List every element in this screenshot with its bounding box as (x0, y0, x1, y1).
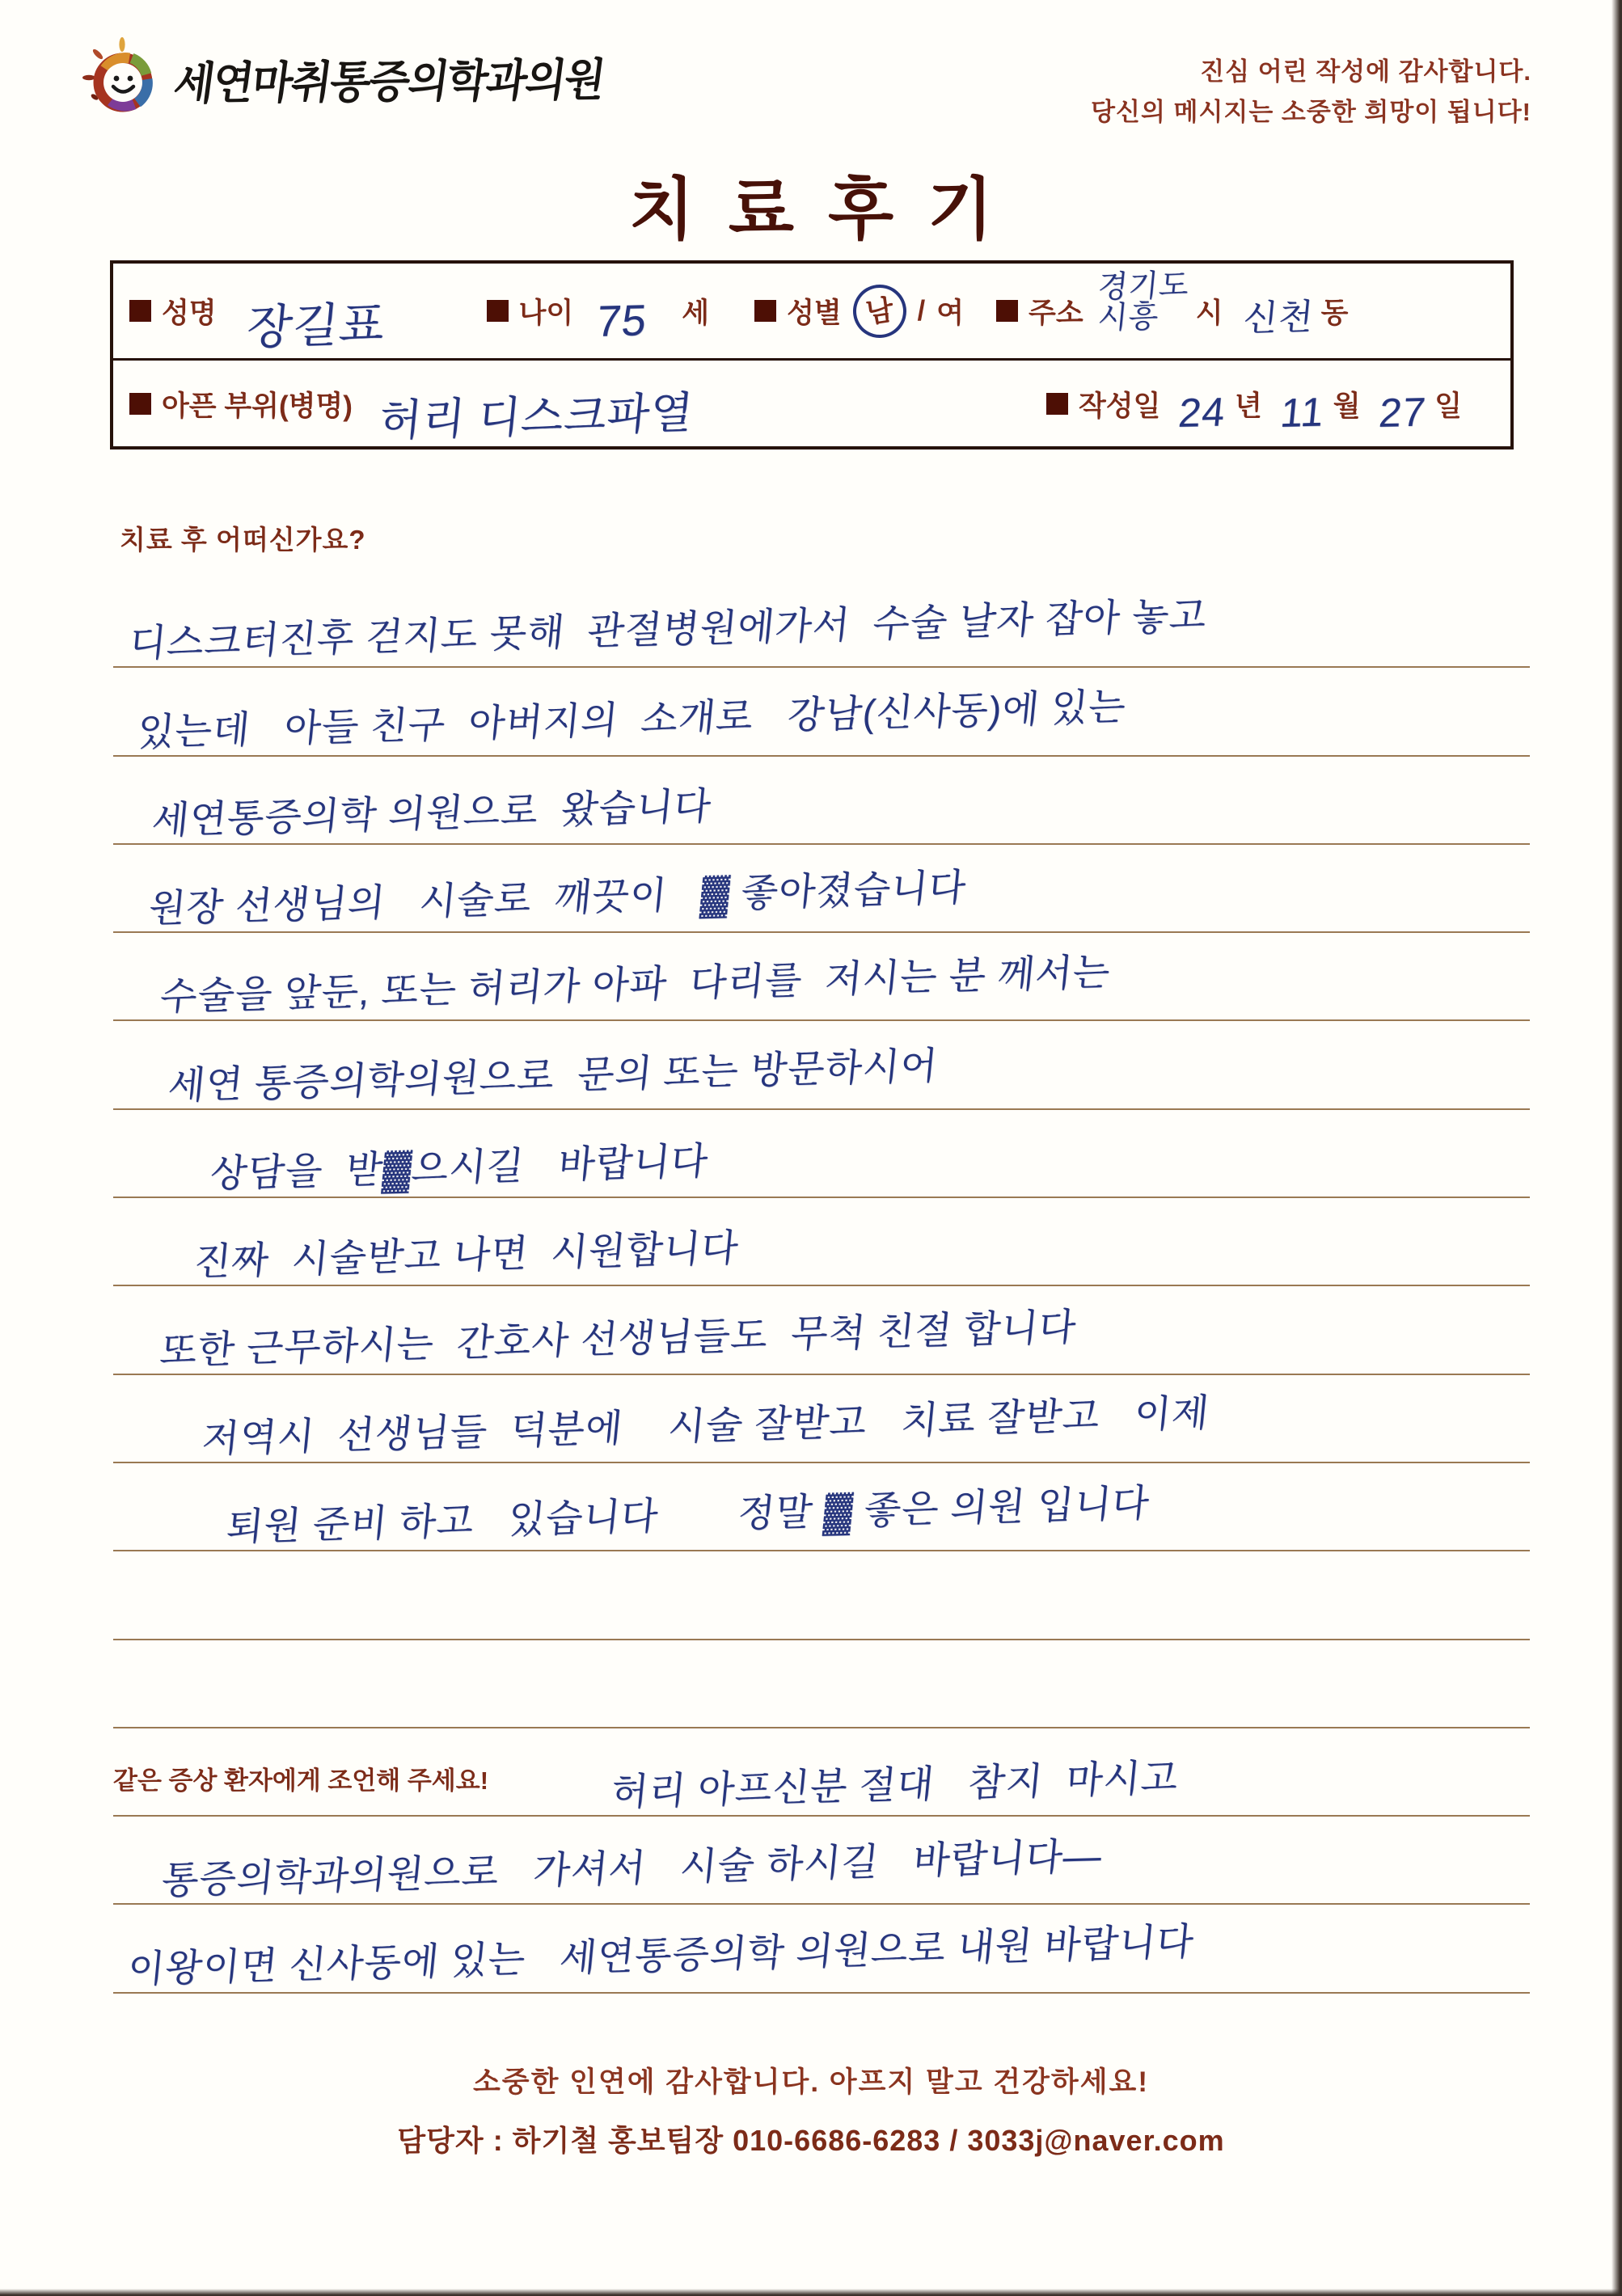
advice-ruled-lines (113, 1817, 1530, 1994)
ruled-line (113, 668, 1530, 756)
square-bullet-icon (996, 300, 1018, 322)
date-day-handwritten: 27 (1376, 388, 1428, 436)
square-bullet-icon (129, 300, 151, 322)
gender-options (853, 285, 964, 338)
address-dong-handwritten: 신천 (1240, 297, 1316, 339)
gender-female: 여 (936, 297, 965, 329)
handwritten-line: 디스크터진후 걷지도 못해 관절병원에가서 수술 날자 잡아 놓고 (127, 593, 1210, 665)
advice-section (113, 1728, 1530, 1994)
ruled-line (113, 1198, 1530, 1286)
address-city-handwritten: 시흥 (1096, 299, 1160, 336)
ruled-line (113, 1375, 1530, 1463)
gender-label: 성별 (754, 291, 842, 331)
footer-contact: 담당자 : 하기철 홍보팀장 010-6686-6283 / 3033j@naver.com (397, 2124, 1225, 2157)
ruled-line (113, 1640, 1530, 1728)
age-unit: 세 (682, 297, 710, 329)
square-bullet-icon (754, 300, 776, 322)
handwritten-line: 저역시 선생님들 덕분에 시술 잘받고 치료 잘받고 이제 (200, 1391, 1212, 1460)
age-label: 나이 (487, 291, 574, 331)
handwritten-line: 원장 선생님의 시술로 깨끗이 ▓ 좋아졌습니다 (146, 865, 969, 931)
square-bullet-icon (129, 393, 151, 415)
ruled-line (113, 933, 1530, 1021)
age-value-handwritten: 75 (594, 295, 650, 346)
date-label: 작성일 (1046, 384, 1160, 424)
thanks-line-1: 진심 어린 작성에 감사합니다. (1200, 57, 1531, 86)
square-bullet-icon (1046, 393, 1068, 415)
ruled-line (113, 1110, 1530, 1198)
date-month-handwritten: 11 (1278, 388, 1327, 436)
handwritten-line: 또한 근무하시는 간호사 선생님들도 무척 친절 합니다 (158, 1304, 1079, 1372)
review-question-label: 치료 후 어떠신가요? (120, 525, 366, 555)
ruled-line (113, 845, 1530, 933)
ruled-line (113, 1021, 1530, 1109)
info-row-2 (113, 361, 1510, 447)
thanks-message (1091, 52, 1531, 132)
ruled-line (113, 1463, 1530, 1551)
date-written-group (1046, 372, 1494, 437)
address-province-handwritten: 경기도 (1096, 268, 1191, 305)
year-suffix: 년 (1235, 390, 1262, 422)
gender-separator: / (917, 294, 926, 327)
day-suffix: 일 (1434, 390, 1462, 422)
clinic-logo-sun-smiley-icon (81, 37, 162, 122)
date-year-handwritten: 24 (1176, 388, 1228, 436)
ruled-line (113, 1551, 1530, 1640)
handwritten-line: 세연 통증의학의원으로 문의 또는 방문하시어 (166, 1043, 940, 1107)
condition-label: 아픈 부위(병명) (129, 384, 353, 424)
ruled-line (113, 1286, 1530, 1374)
ruled-line (113, 580, 1530, 668)
handwritten-line: 이왕이면 신사동에 있는 세연통증의학 의원으로 내원 바랍니다 (125, 1918, 1197, 1990)
scan-edge-bottom (0, 2289, 1622, 2296)
footer-message: 소중한 인연에 감사합니다. 아프지 말고 건강하세요! (472, 2066, 1149, 2098)
clinic-name: 세연마취통증의학과의원 (171, 55, 607, 110)
handwritten-line: 퇴원 준비 하고 있습니다 정말 ▓ 좋은 의원 입니다 (224, 1481, 1152, 1549)
name-value-handwritten: 장길표 (244, 297, 388, 354)
handwritten-line: 세연통증의학 의원으로 왔습니다 (150, 783, 714, 842)
handwritten-line: 진짜 시술받고 나면 시원합니다 (192, 1226, 741, 1284)
advice-question-label: 같은 증상 환자에게 조언해 주세요! (113, 1766, 489, 1795)
ruled-line (113, 1817, 1530, 1905)
page-title: 치료후기 (628, 171, 1028, 247)
clinic-logo (81, 37, 607, 122)
gender-male-circled: 남 (849, 281, 909, 341)
ruled-line (113, 757, 1530, 845)
info-row-1 (113, 264, 1510, 361)
handwritten-line: 있는데 아들 친구 아버지의 소개로 강남(신사동)에 있는 (135, 684, 1129, 753)
ruled-line (113, 1905, 1530, 1993)
address-label: 주소 (996, 291, 1083, 331)
review-ruled-lines (113, 580, 1530, 1728)
address-city-suffix: 시 (1195, 297, 1223, 329)
patient-info-table (110, 260, 1514, 449)
month-suffix: 월 (1333, 390, 1361, 422)
handwritten-line: 상담을 받▓으시길 바랍니다 (208, 1138, 711, 1196)
scan-edge-right (1611, 0, 1622, 2296)
ruled-line (113, 1728, 1530, 1817)
address-value-handwritten (1096, 268, 1191, 336)
thanks-line-2: 당신의 메시지는 소중한 희망이 됩니다! (1091, 97, 1531, 126)
address-dong-suffix: 동 (1320, 297, 1349, 329)
condition-value-handwritten: 허리 디스크파열 (377, 388, 696, 445)
handwritten-line: 통증의학과의원으로 가셔서 시술 하시길 바랍니다— (159, 1834, 1105, 1902)
name-label: 성명 (129, 291, 217, 331)
handwritten-line: 수술을 앞둔, 또는 허리가 아파 다리를 저시는 분 께서는 (158, 950, 1113, 1019)
handwritten-line: 허리 아프신분 절대 참지 마시고 (609, 1755, 1181, 1814)
